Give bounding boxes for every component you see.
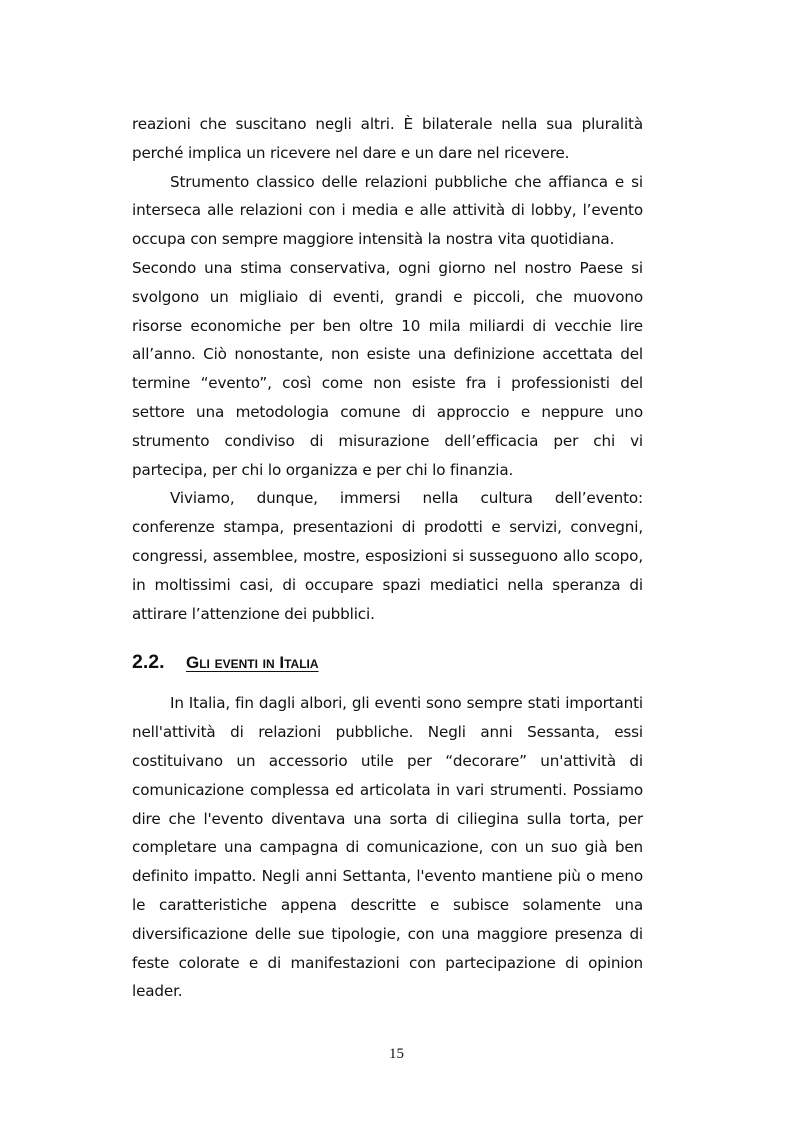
section-title: Gli eventi in Italia	[186, 653, 319, 673]
paragraph-event-culture: Viviamo, dunque, immersi nella cultura dell’evento: conferenze stampa, presentazioni di prodotti e servizi, convegni, congressi, assemblee, mostre, esposizioni si susseguono allo scopo, in moltissimi casi, di occupare spazi mediatici nella speranza di attirare l’attenzione dei pubblici.	[132, 489, 643, 623]
paragraph-classic-pr-tool: Strumento classico delle relazioni pubbliche che affianca e si interseca alle relazioni con i media e alle attività di lobby, l’evento occupa con sempre maggiore intensità la nostra vita quotidiana.	[132, 172, 643, 249]
section-heading	[132, 647, 643, 678]
paragraph-bilateral: reazioni che suscitano negli altri. È bilaterale nella sua pluralità perché implica un ricevere nel dare e un dare nel ricevere.	[132, 115, 643, 162]
page-number: 15	[389, 1046, 404, 1062]
paragraph-events-in-italy: In Italia, fin dagli albori, gli eventi sono sempre stati importanti nell'attività di relazioni pubbliche. Negli anni Sessanta, essi costituivano un accessorio utile per “decorare” un'attività di comunicazione complessa ed articolata in vari strumenti. Possiamo dire che l'evento diventava una sorta di ciliegina sulla torta, per completare una campagna di comunicazione, con un suo già ben definito impatto. Negli anni Settanta, l'evento mantiene più o meno le caratteristiche appena descritte e subisce solamente una diversificazione delle sue tipologie, con una maggiore presenza di feste colorate e di manifestazioni con partecipazione di opinion leader.	[132, 694, 643, 1001]
page-body	[132, 110, 643, 1006]
section-number: 2.2.	[132, 651, 165, 674]
paragraph-conservative-estimate: Secondo una stima conservativa, ogni giorno nel nostro Paese si svolgono un migliaio di eventi, grandi e piccoli, che muovono risorse economiche per ben oltre 10 mila miliardi di vecchie lire all’anno. Ciò nonostante, non esiste una definizione accettata del termine “evento”, così come non esiste fra i professionisti del settore una metodologia comune di approccio e neppure uno strumento condiviso di misurazione dell’efficacia per chi vi partecipa, per chi lo organizza e per chi lo finanzia.	[132, 258, 643, 479]
